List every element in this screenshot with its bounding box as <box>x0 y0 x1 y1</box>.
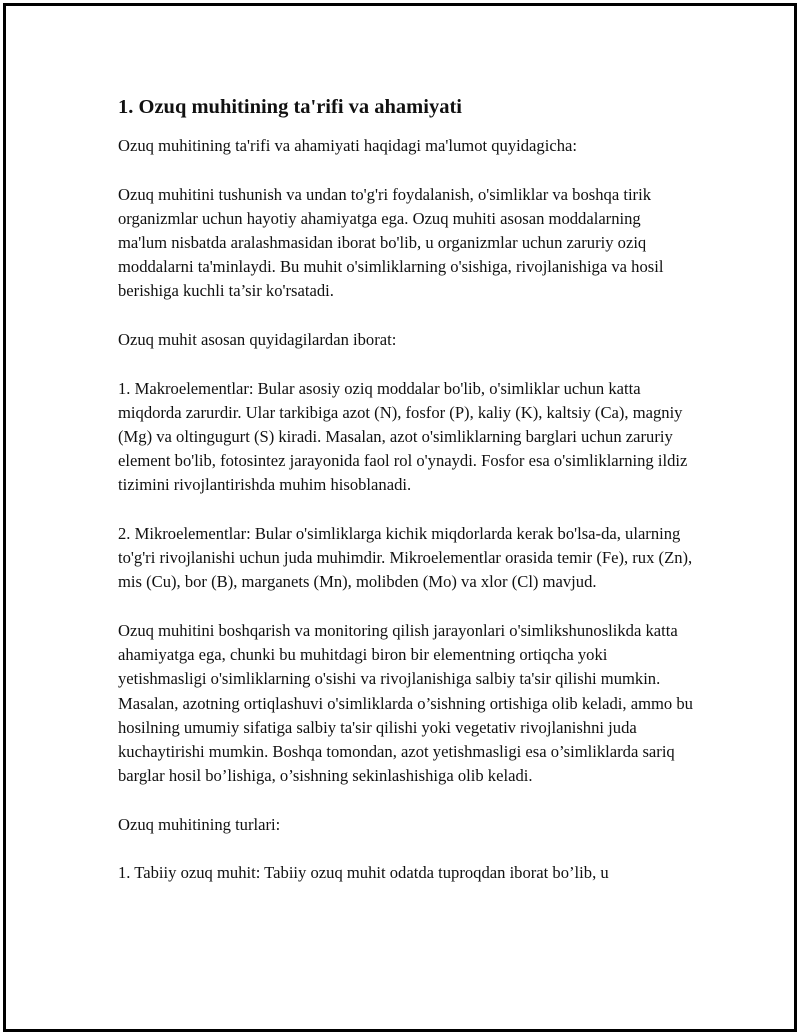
paragraph-understanding: Ozuq muhitini tushunish va undan to'g'ri foydalanish, o'simliklar va boshqa tirik organizmlar uchun hayotiy ahamiyatga ega. Ozuq muhiti asosan moddalarning ma'lum nisbatda aralashmasidan iborat bo'lib, u organizmlar uchun zaruriy oziq moddalarni ta'minlaydi. Bu muhit o'simliklarning o'sishiga, rivojlanishiga va hosil berishiga kuchli ta’sir ko'rsatadi. <box>118 184 664 301</box>
paragraph-types-heading: Ozuq muhitining turlari: <box>118 814 281 834</box>
section-title: 1. Ozuq muhitining ta'rifi va ahamiyati <box>118 96 462 118</box>
paragraph-composition-intro: Ozuq muhit asosan quyidagilardan iborat: <box>118 330 397 349</box>
paragraph-intro: Ozuq muhitining ta'rifi va ahamiyati haqidagi ma'lumot quyidagicha: <box>118 136 577 155</box>
document-body <box>118 94 693 910</box>
paragraph-natural-medium: 1. Tabiiy ozuq muhit: Tabiiy ozuq muhit odatda tuproqdan iborat bo’lib, u <box>118 863 609 883</box>
paragraph-microelements: 2. Mikroelementlar: Bular o'simliklarga kichik miqdorlarda kerak bo'lsa-da, ularning to'g'ri rivojlanishi uchun juda muhimdir. Mikroelementlar orasida temir (Fe), rux (Zn), mis (Cu), bor (B), marganets (Mn), molibden (Mo) va xlor (Cl) mavjud. <box>118 524 693 592</box>
paragraph-macroelements: 1. Makroelementlar: Bular asosiy oziq moddalar bo'lib, o'simliklar uchun katta miqdorda zarurdir. Ular tarkibiga azot (N), fosfor (P), kaliy (K), kaltsiy (Ca), magniy (Mg) va oltingugurt (S) kiradi. Masalan, azot o'simliklarning barglari uchun zaruriy element bo'lib, fotosintez jarayonida faol rol o'ynaydi. Fosfor esa o'simliklarning ildiz tizimini rivojlantirishda muhim hisoblanadi. <box>118 378 688 495</box>
paragraph-monitoring: Ozuq muhitini boshqarish va monitoring qilish jarayonlari o'simlikshunoslikda katta ahamiyatga ega, chunki bu muhitdagi biron bir elementning ortiqcha yoki yetishmasligi o'simliklarning o'sishi va rivojlanishiga salbiy ta'sir qilishi mumkin. Masalan, azotning ortiqlashuvi o'simliklarda o’sishning ortishiga olib keladi, ammo bu hosilning umumiy sifatiga salbiy ta'sir qilishi yoki vegetativ rivojlanishni juda kuchaytirishi mumkin. Boshqa tomondan, azot yetishmasligi esa o’simliklarda sariq barglar hosil bo’lishiga, o’sishning sekinlashishiga olib keladi. <box>118 621 693 786</box>
